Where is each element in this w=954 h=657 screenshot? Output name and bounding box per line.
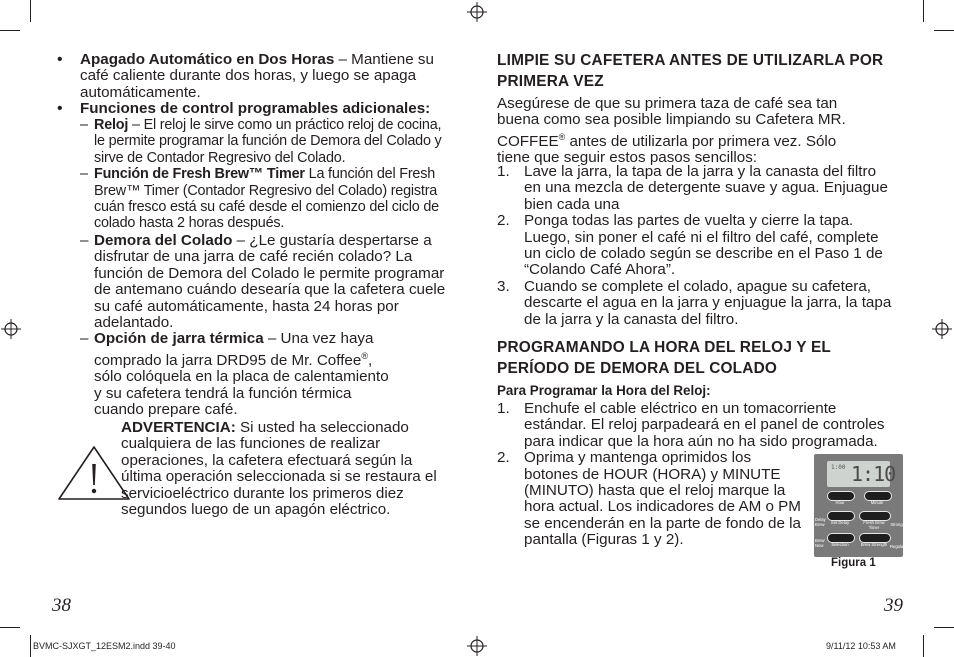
crop-mark (30, 635, 31, 657)
regular-label: Regular (890, 544, 905, 549)
registered-mark: ® (558, 131, 566, 142)
strong-label: Strong (890, 522, 903, 527)
delay-brew-label: Delay Brew (815, 517, 826, 527)
crop-mark (923, 0, 924, 22)
sub-item-text: , sólo colóquela en la placa de calentamiento y su cafetera tendrá la función térmica cuando prepare café. (94, 351, 389, 419)
sub-item-title: Opción de jarra térmica (94, 330, 264, 348)
registration-mark-icon (1, 319, 21, 339)
page-number-left: 38 (52, 595, 71, 616)
sub-item-thermal-carafe: – Opción de jarra térmica – Una vez haya comprado la jarra DRD95 de Mr. Coffee®, sólo colóquela en la placa de calentamiento y su cafetera tendrá la función térmica cuando prepare café. (80, 330, 389, 419)
crop-mark (934, 30, 954, 31)
crop-mark (0, 30, 20, 31)
set-delay-label: Set Delay (830, 520, 850, 525)
selection-label: Selection (831, 542, 849, 547)
list-item: 1. Lave la jarra, la tapa de la jarra y la canasta del filtro en una mezcla de detergente suave y agua. Enjuague bien cada una (497, 163, 888, 213)
hour-label: Hour (835, 500, 845, 505)
brew-now-label: Brew Now (815, 538, 825, 548)
list-item: 2. Oprima y mantenga oprimidos los botones de HOUR (HORA) y MINUTE (MINUTO) hasta que el reloj marque la hora actual. Los indicadores de AM o PM se encenderán en la parte de fondo de la pantalla (Figuras 1 y 2). (497, 449, 801, 549)
sub-item-text: – ¿Le gustaría despertarse a disfrutar de una jarra de café recién colado? La función de Demora del Colado le permite programar de antemano cuándo desearía que la cafetera cuele su café automáticamente, hasta 24 horas por adelantado. (94, 232, 446, 332)
display-time: 1:10 (851, 462, 896, 486)
section-heading-clock: PROGRAMANDO LA HORA DEL RELOJ Y EL PERÍODO DE DEMORA DEL COLADO (497, 339, 831, 377)
bullet-title: Apagado Automático en Dos Horas (80, 51, 335, 68)
sub-item-title: Demora del Colado (94, 232, 233, 249)
sub-item-text: La función del Fresh Brew™ Timer (Contador Regresivo del Colado) registra cuán fresco está su café desde el comienzo del ciclo de colado hasta 2 horas después. (94, 166, 439, 232)
list-item: 3. Cuando se complete el colado, apague su cafetera, descarte el agua en la jarra y enjuague la jarra, la tapa de la jarra y la canasta del filtro. (497, 277, 892, 328)
sub-item-fresh-brew: – Función de Fresh Brew™ Timer La función del Fresh Brew™ Timer (Contador Regresivo del Colado) registra cuán fresco está su café desde el comienzo del ciclo de colado hasta 2 horas después. (80, 166, 439, 232)
sub-item-title: Función de Fresh Brew™ Timer (94, 166, 305, 183)
crop-mark (923, 635, 924, 657)
sub-item-text: – Una vez haya comprado la jarra DRD95 de Mr. Coffee (94, 330, 374, 369)
slug-filename: BVMC-SJXGT_12ESM2.indd 39-40 (33, 641, 176, 651)
warning-text (121, 420, 451, 518)
display-screen (827, 461, 896, 487)
subheading-set-clock: Para Programar la Hora del Reloj: (497, 383, 711, 398)
bullet-item (57, 52, 452, 101)
warning-body: Si usted ha seleccionado cualquiera de las funciones de realizar operaciones, la cafetera efectuará según la última operación seleccionada si se restaura el servicioeléctrico durante los primeros diez segundos luego de un apagón eléctrico. (121, 419, 437, 519)
sub-item-title: Reloj (94, 117, 129, 133)
control-panel-figure (814, 454, 903, 557)
sub-item-list-2 (80, 233, 454, 419)
section-heading-cleaning: LIMPIE SU CAFETERA ANTES DE UTILIZARLA POR PRIMERA VEZ (497, 52, 884, 90)
bullet-title: Funciones de control programables adicionales: (80, 100, 431, 118)
registration-mark-icon (467, 2, 487, 22)
list-item: 2. Ponga todas las partes de vuelta y cierre la tapa. Luego, sin poner el café ni el filtro del café, complete un ciclo de colado según se describe en el Paso 1 de “Colando Café Ahora”. (497, 212, 883, 279)
bullet-text: – Mantiene su (334, 51, 434, 68)
sub-item-list (80, 117, 452, 232)
bullet-dot-icon: • (57, 51, 63, 68)
crop-mark (0, 627, 20, 628)
figure-caption: Figura 1 (831, 557, 876, 569)
sub-item-text: – El reloj le sirve como un práctico reloj de cocina, le permite programar la función de Demora del Colado y sirve de Contador Regresivo del Colado. (94, 117, 442, 166)
bullet-text: café caliente durante dos horas, y luego se apaga automáticamente. (80, 67, 417, 101)
registration-mark-icon (467, 636, 487, 656)
cleaning-steps-list (497, 164, 897, 328)
sub-item-delay-brew: – Demora del Colado – ¿Le gustaría despertarse a disfrutar de una jarra de café recién colado? La función de Demora del Colado le permite programar de antemano cuándo desearía que la cafetera cuele su café automáticamente, hasta 24 horas por adelantado. (80, 232, 446, 332)
slug-date: 9/11/12 10:53 AM (826, 641, 896, 651)
fresh-brew-timer-label: Fresh Brew Timer (863, 520, 885, 530)
display-small-readout: 1:00 (831, 464, 846, 471)
left-page-bullets (57, 52, 452, 118)
crop-mark (934, 627, 954, 628)
bullet-dot-icon: • (57, 100, 63, 118)
sub-item-clock: – Reloj – El reloj le sirve como un práctico reloj de cocina, le permite programar la función de Demora del Colado y sirve de Contador Regresivo del Colado. (80, 117, 442, 166)
brew-strength-label: Brew Strength (860, 542, 888, 547)
crop-mark (30, 0, 31, 22)
registered-mark: ® (361, 350, 368, 361)
bullet-item (57, 101, 452, 117)
warning-title: ADVERTENCIA: (121, 419, 236, 436)
list-item: 1. Enchufe el cable eléctrico en un tomacorriente estándar. El reloj parpadeará en el panel de controles para indicar que la hora aún no ha sido programada. (497, 400, 885, 450)
registration-mark-icon (932, 319, 952, 339)
cleaning-intro: Asegúrese de que su primera taza de café sea tan buena como sea posible limpiando su Cafetera MR. COFFEE® antes de utilizarla por primera vez. Sólo tiene que seguir estos pasos sencillos: (497, 95, 846, 167)
page-number-right: 39 (884, 595, 903, 616)
minute-label: Minute (870, 500, 884, 505)
